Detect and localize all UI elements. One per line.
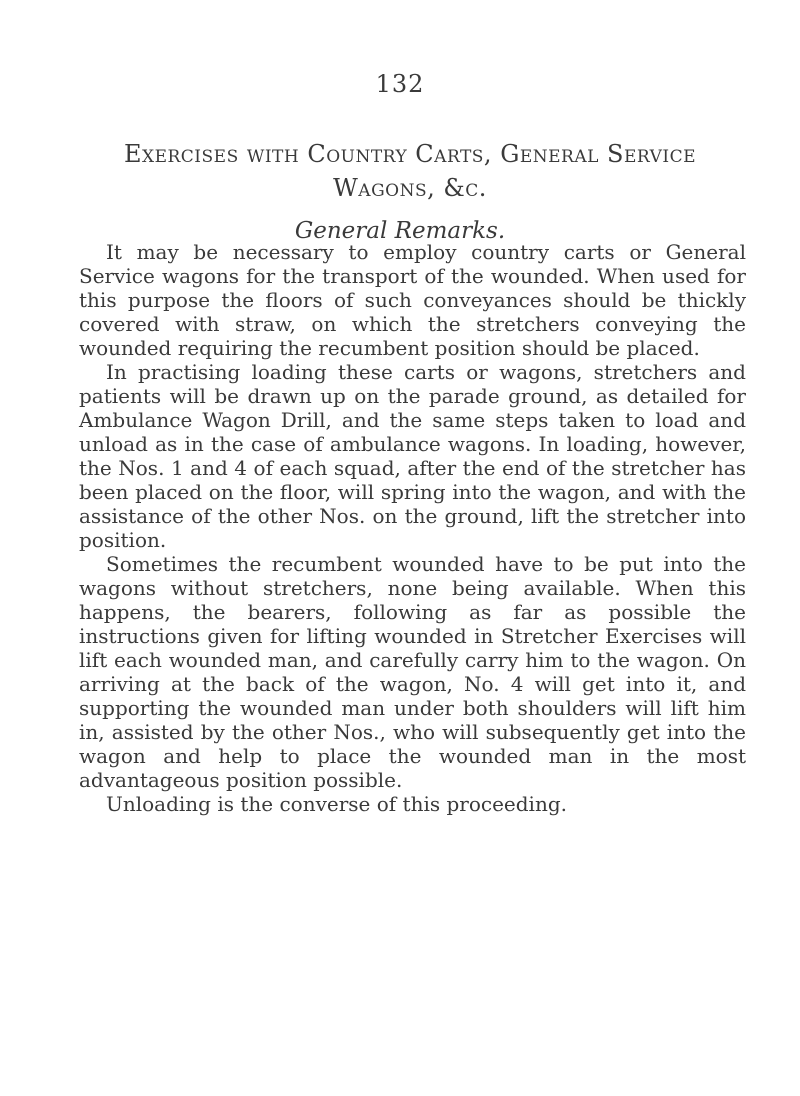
section-title: Exercises with Country Carts, General Service Wagons, &c. bbox=[123, 140, 697, 202]
paragraph: Unloading is the converse of this proceeding. bbox=[106, 792, 567, 816]
body-text bbox=[79, 240, 746, 816]
page-number: 132 bbox=[375, 70, 425, 98]
paragraph: In practising loading these carts or wagons, stretchers and patients will be drawn up on the parade ground, as detailed for Ambulance Wagon Drill, and the same steps taken to load and unload as in the case of ambulance wagons. In loading, however, the Nos. 1 and 4 of each squad, after the end of the stretcher has been placed on the floor, will spring into the wagon, and with the assistance of the other Nos. on the ground, lift the stretcher into position. bbox=[79, 360, 746, 552]
paragraph: It may be necessary to employ country carts or General Service wagons for the transport of the wounded. When used for this purpose the floors of such conveyances should be thickly covered with straw, on which the stretchers conveying the wounded requiring the recumbent position should be placed. bbox=[79, 240, 746, 360]
paragraph: Sometimes the recumbent wounded have to be put into the wagons without stretchers, none being available. When this happens, the bearers, following as far as possible the instructions given for lifting wounded in Stretcher Exercises will lift each wounded man, and carefully carry him to the wagon. On arriving at the back of the wagon, No. 4 will get into it, and supporting the wounded man under both shoulders will lift him in, assisted by the other Nos., who will subsequently get into the wagon and help to place the wounded man in the most advantageous position possible. bbox=[79, 552, 746, 792]
section-subtitle: General Remarks. bbox=[294, 218, 506, 244]
